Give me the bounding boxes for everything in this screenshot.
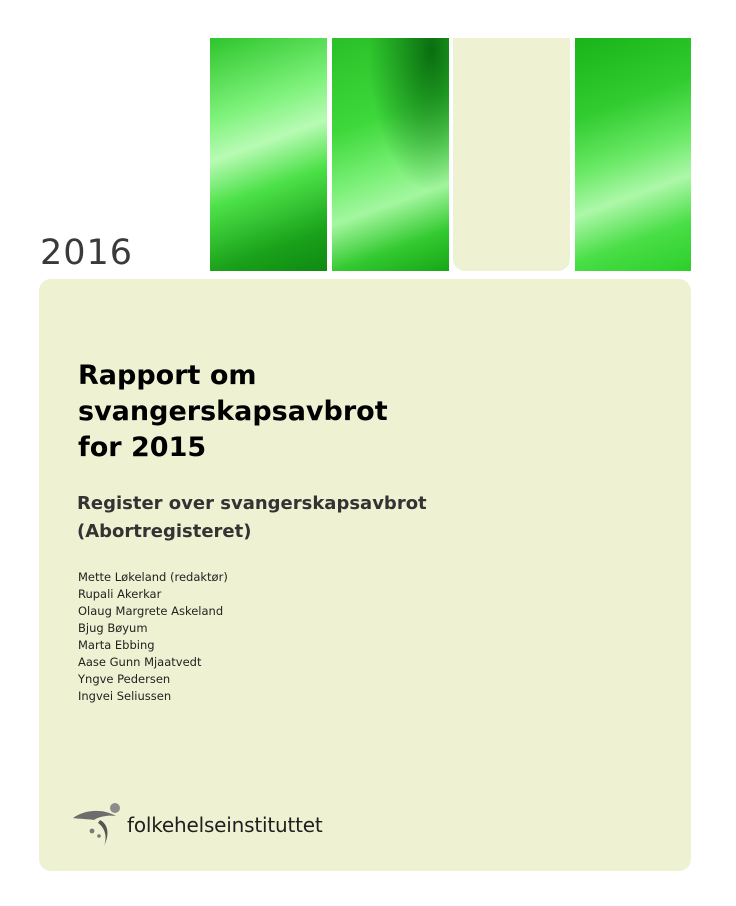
author-name: Yngve Pedersen [78,672,171,686]
report-title-line: svangerskapsavbrot [78,396,388,427]
report-title-line: Rapport om [78,360,257,391]
decorative-green-panel-2 [332,38,449,271]
author-name: Marta Ebbing [78,638,155,652]
author-name: Mette Løkeland (redaktør) [78,570,228,584]
author-list [78,569,228,705]
decorative-green-panel-1 [210,38,327,271]
report-title-line: for 2015 [78,432,207,463]
author-name: Aase Gunn Mjaatvedt [78,655,202,669]
author-name: Rupali Akerkar [78,587,162,601]
author-name: Ingvei Seliussen [78,689,172,703]
author-name: Olaug Margrete Askeland [78,604,224,618]
report-title [78,358,498,466]
decorative-beige-panel [453,38,570,271]
report-subtitle-line: (Abortregisteret) [77,521,252,542]
folkehelseinstituttet-logo-icon [70,800,126,852]
cover-year: 2016 [40,233,134,273]
report-subtitle-line: Register over svangerskapsavbrot [77,493,427,514]
author-name: Bjug Bøyum [78,621,148,635]
report-subtitle [77,490,427,546]
decorative-green-panel-3 [575,38,691,271]
publisher-logo [70,800,370,852]
publisher-name: folkehelseinstituttet [127,813,323,837]
